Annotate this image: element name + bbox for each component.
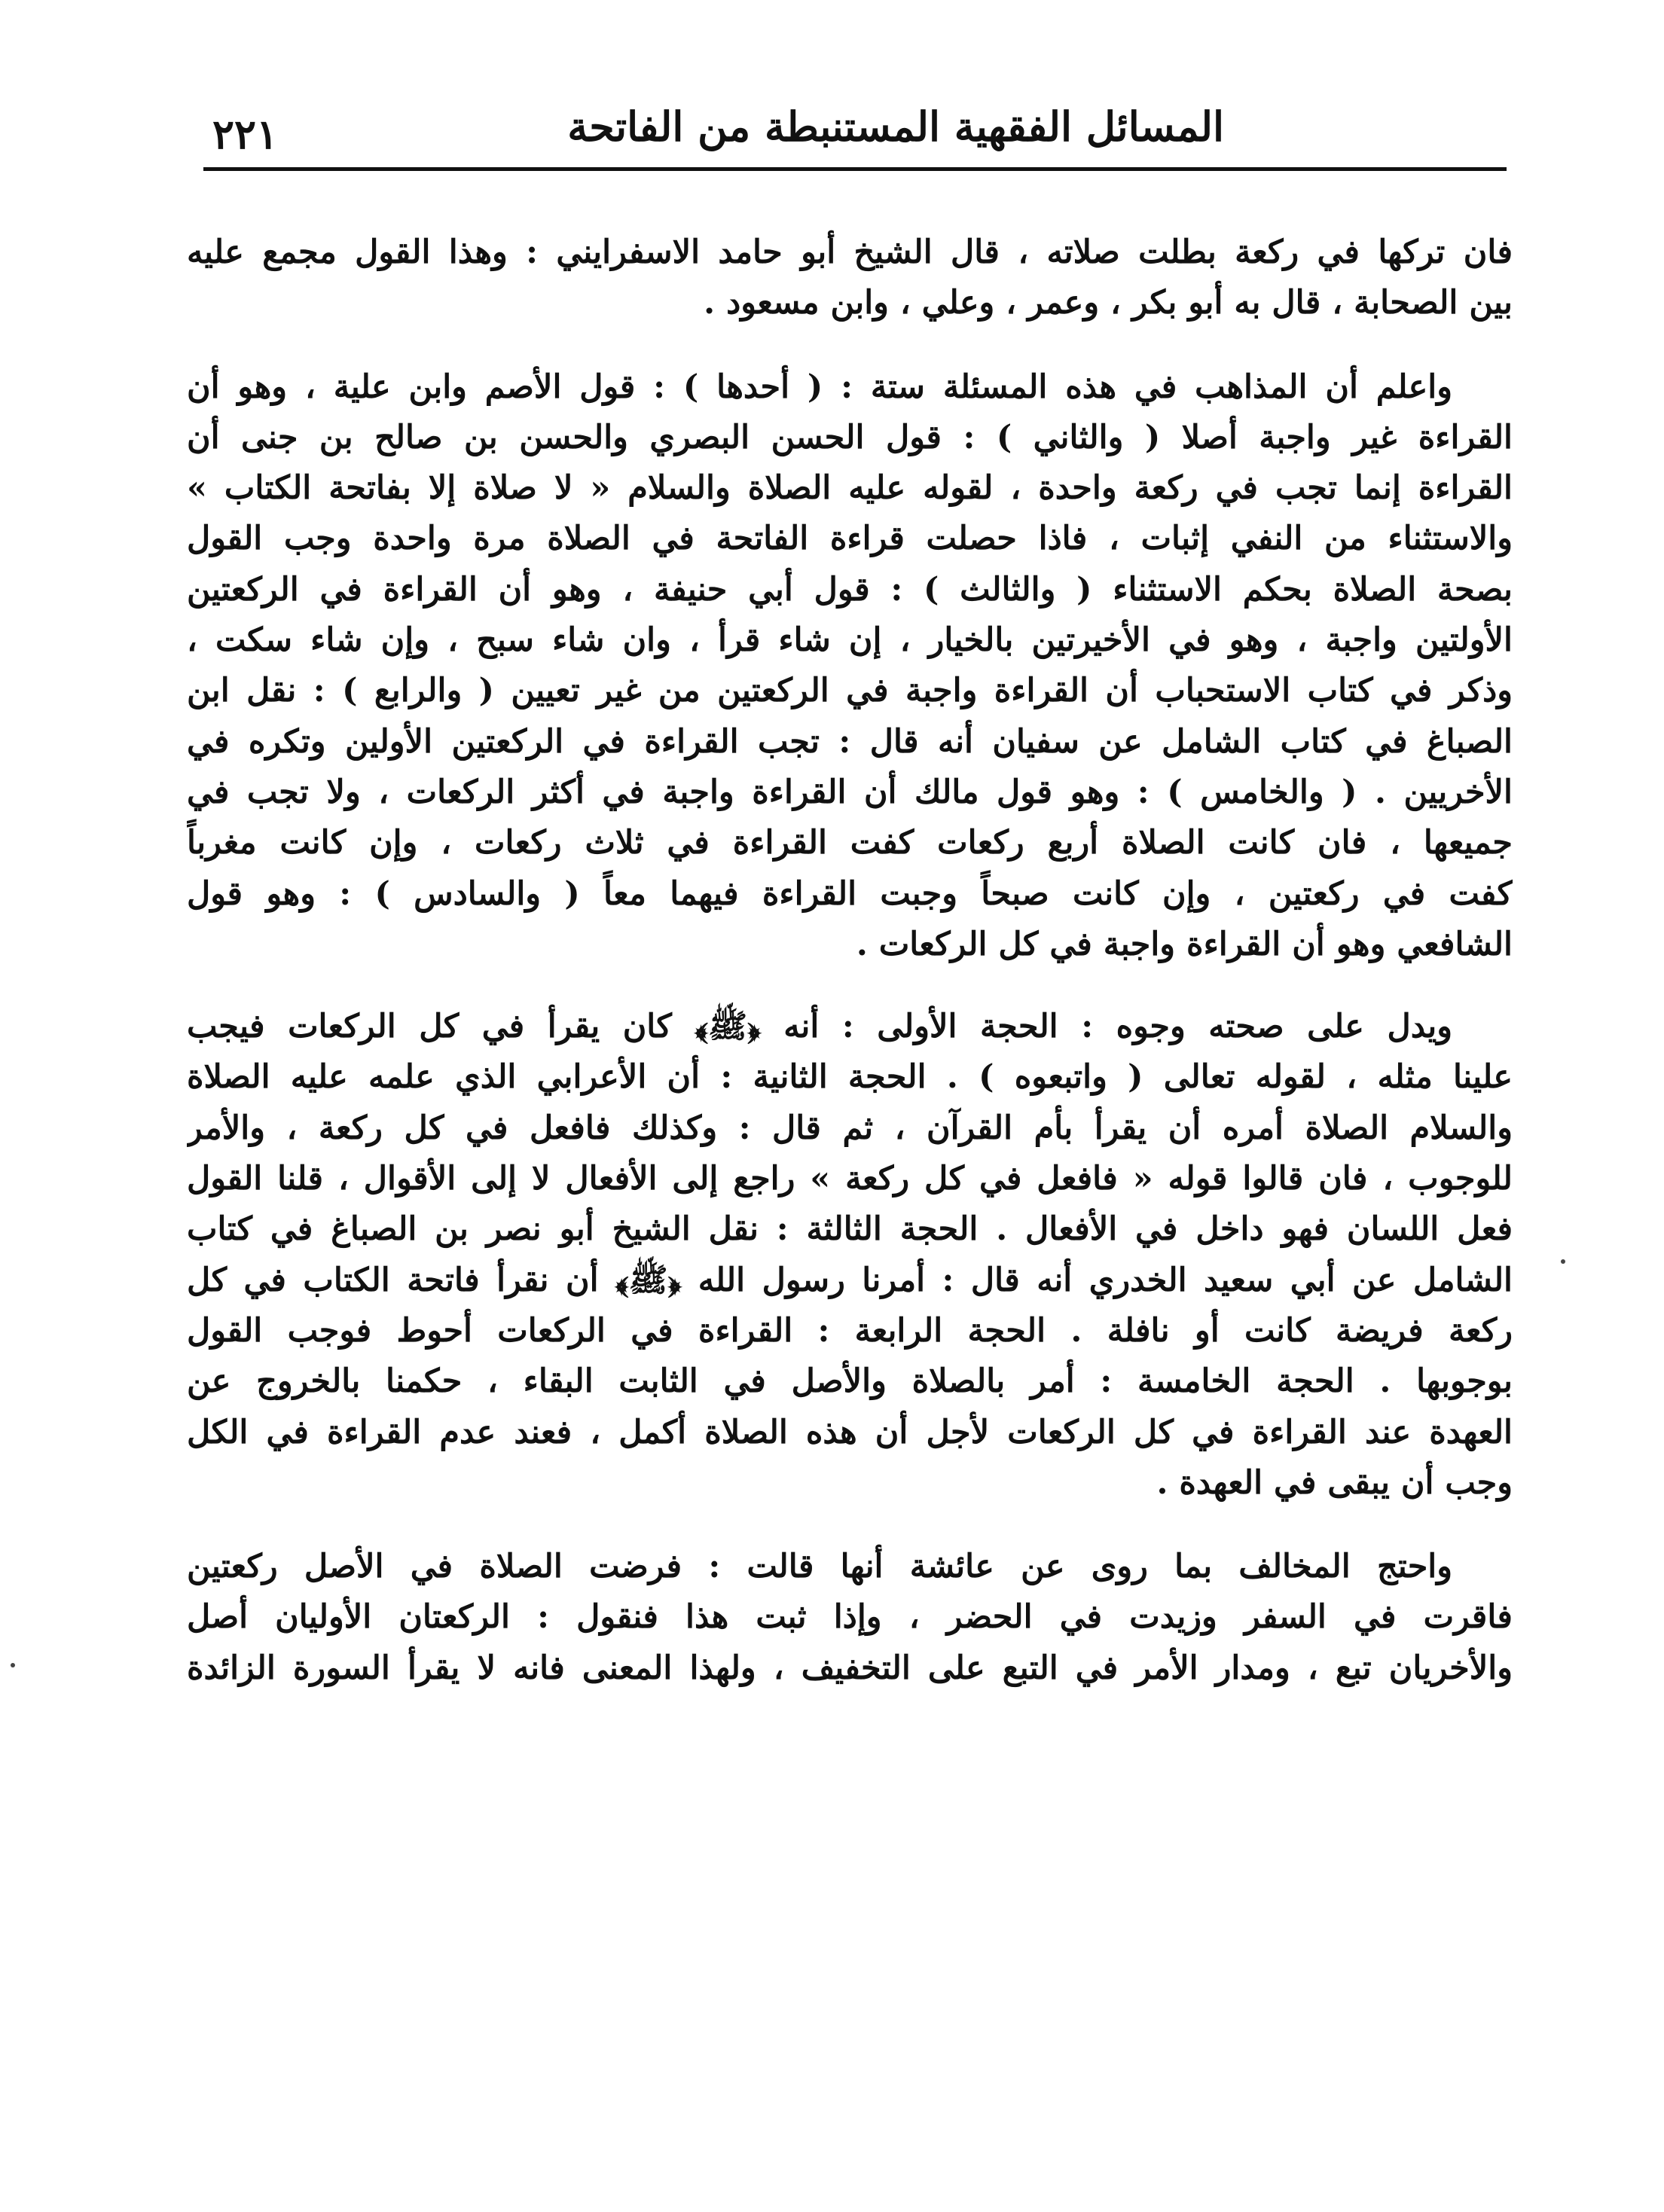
text-line: والاستثناء من النفي إثبات ، فاذا حصلت قراءة الفاتحة في الصلاة مرة واحدة وجب القول	[187, 520, 1513, 558]
text-line: الأولتين واجبة ، وهو في الأخيرتين بالخيار ، إن شاء قرأ ، وان شاء سبح ، وإن شاء سكت ،	[187, 621, 1513, 660]
text-line: والأخريان تبع ، ومدار الأمر في التبع على التخفيف ، ولهذا المعنى فانه لا يقرأ السورة الزائدة	[187, 1649, 1513, 1687]
text-line: علينا مثله ، لقوله تعالى ( واتبعوه ) . الحجة الثانية : أن الأعرابي الذي علمه عليه الصلاة	[187, 1058, 1513, 1097]
margin-speck	[1561, 1259, 1565, 1264]
text-line: فاقرت في السفر وزيدت في الحضر ، وإذا ثبت هذا فنقول : الركعتان الأوليان أصل	[187, 1598, 1513, 1637]
running-head	[203, 89, 1510, 172]
paragraph-gap	[187, 329, 1513, 362]
text-line: وجب أن يبقى في العهدة .	[1156, 1463, 1513, 1502]
body-text	[187, 227, 1513, 1694]
running-title: المسائل الفقهية المستنبطة من الفاتحة	[567, 102, 1224, 151]
text-line: بصحة الصلاة بحكم الاستثناء ( والثالث ) : قول أبي حنيفة ، وهو أن القراءة في الركعتين	[187, 570, 1513, 609]
text-line: كفت في ركعتين ، وإن كانت صبحاً وجبت القراءة فيهما معاً ( والسادس ) : وهو قول	[187, 874, 1513, 913]
text-line: بين الصحابة ، قال به أبو بكر ، وعمر ، وعلي ، وابن مسعود .	[704, 284, 1513, 322]
page-number: ٢٢١	[212, 110, 279, 158]
text-line: فان تركها في ركعة بطلت صلاته ، قال الشيخ أبو حامد الاسفرايني : وهذا القول مجمع عليه	[187, 233, 1513, 271]
paragraph-2	[187, 362, 1513, 971]
text-line: فعل اللسان فهو داخل في الأفعال . الحجة الثالثة : نقل الشيخ أبو نصر بن الصباغ في كتاب	[187, 1210, 1513, 1249]
text-line: الشامل عن أبي سعيد الخدري أنه قال : أمرنا رسول الله ﴿ﷺ﴾ أن نقرأ فاتحة الكتاب في كل	[187, 1261, 1513, 1299]
text-line: القراءة غير واجبة أصلا ( والثاني ) : قول الحسن البصري والحسن بن صالح بن جنى أن	[187, 418, 1513, 456]
text-line: جميعها ، فان كانت الصلاة أربع ركعات كفت القراءة في ثلاث ركعات ، وإن كانت مغرباً	[187, 824, 1513, 862]
text-line: الشافعي وهو أن القراءة واجبة في كل الركعات .	[856, 925, 1513, 963]
text-line: واحتج المخالف بما روى عن عائشة أنها قالت : فرضت الصلاة في الأصل ركعتين	[187, 1548, 1452, 1586]
text-line: وذكر في كتاب الاستحباب أن القراءة واجبة في الركعتين من غير تعيين ( والرابع ) : نقل ابن	[187, 672, 1513, 710]
paragraph-gap	[187, 1509, 1513, 1542]
text-line: بوجوبها . الحجة الخامسة : أمر بالصلاة والأصل في الثابت البقاء ، حكمنا بالخروج عن	[187, 1362, 1513, 1401]
text-line: ركعة فريضة كانت أو نافلة . الحجة الرابعة : القراءة في الركعات أحوط فوجب القول	[187, 1311, 1513, 1350]
margin-speck	[11, 1663, 15, 1667]
text-line: واعلم أن المذاهب في هذه المسئلة ستة : ( أحدها ) : قول الأصم وابن علية ، وهو أن	[187, 368, 1452, 406]
paragraph-1	[187, 227, 1513, 329]
paragraph-4	[187, 1542, 1513, 1694]
text-line: للوجوب ، فان قالوا قوله « فافعل في كل ركعة » راجع إلى الأفعال لا إلى الأقوال ، قلنا القول	[187, 1160, 1513, 1198]
text-line: القراءة إنما تجب في ركعة واحدة ، لقوله عليه الصلاة والسلام « لا صلاة إلا بفاتحة الكتاب »	[187, 469, 1513, 508]
text-line: والسلام الصلاة أمره أن يقرأ بأم القرآن ، ثم قال : وكذلك فافعل في كل ركعة ، والأمر	[187, 1109, 1513, 1147]
text-line: الأخريين . ( والخامس ) : وهو قول مالك أن القراءة واجبة في أكثر الركعات ، ولا تجب في	[187, 773, 1513, 811]
text-line: ويدل على صحته وجوه : الحجة الأولى : أنه ﴿ﷺ﴾ كان يقرأ في كل الركعات فيجب	[187, 1008, 1452, 1046]
text-line: الصباغ في كتاب الشامل عن سفيان أنه قال : تجب القراءة في الركعتين الأولين وتكره في	[187, 722, 1513, 761]
paragraph-3	[187, 1002, 1513, 1509]
header-rule	[203, 167, 1507, 171]
paragraph-gap	[187, 970, 1513, 1002]
text-line: العهدة عند القراءة في كل الركعات لأجل أن هذه الصلاة أكمل ، فعند عدم القراءة في الكل	[187, 1413, 1513, 1451]
